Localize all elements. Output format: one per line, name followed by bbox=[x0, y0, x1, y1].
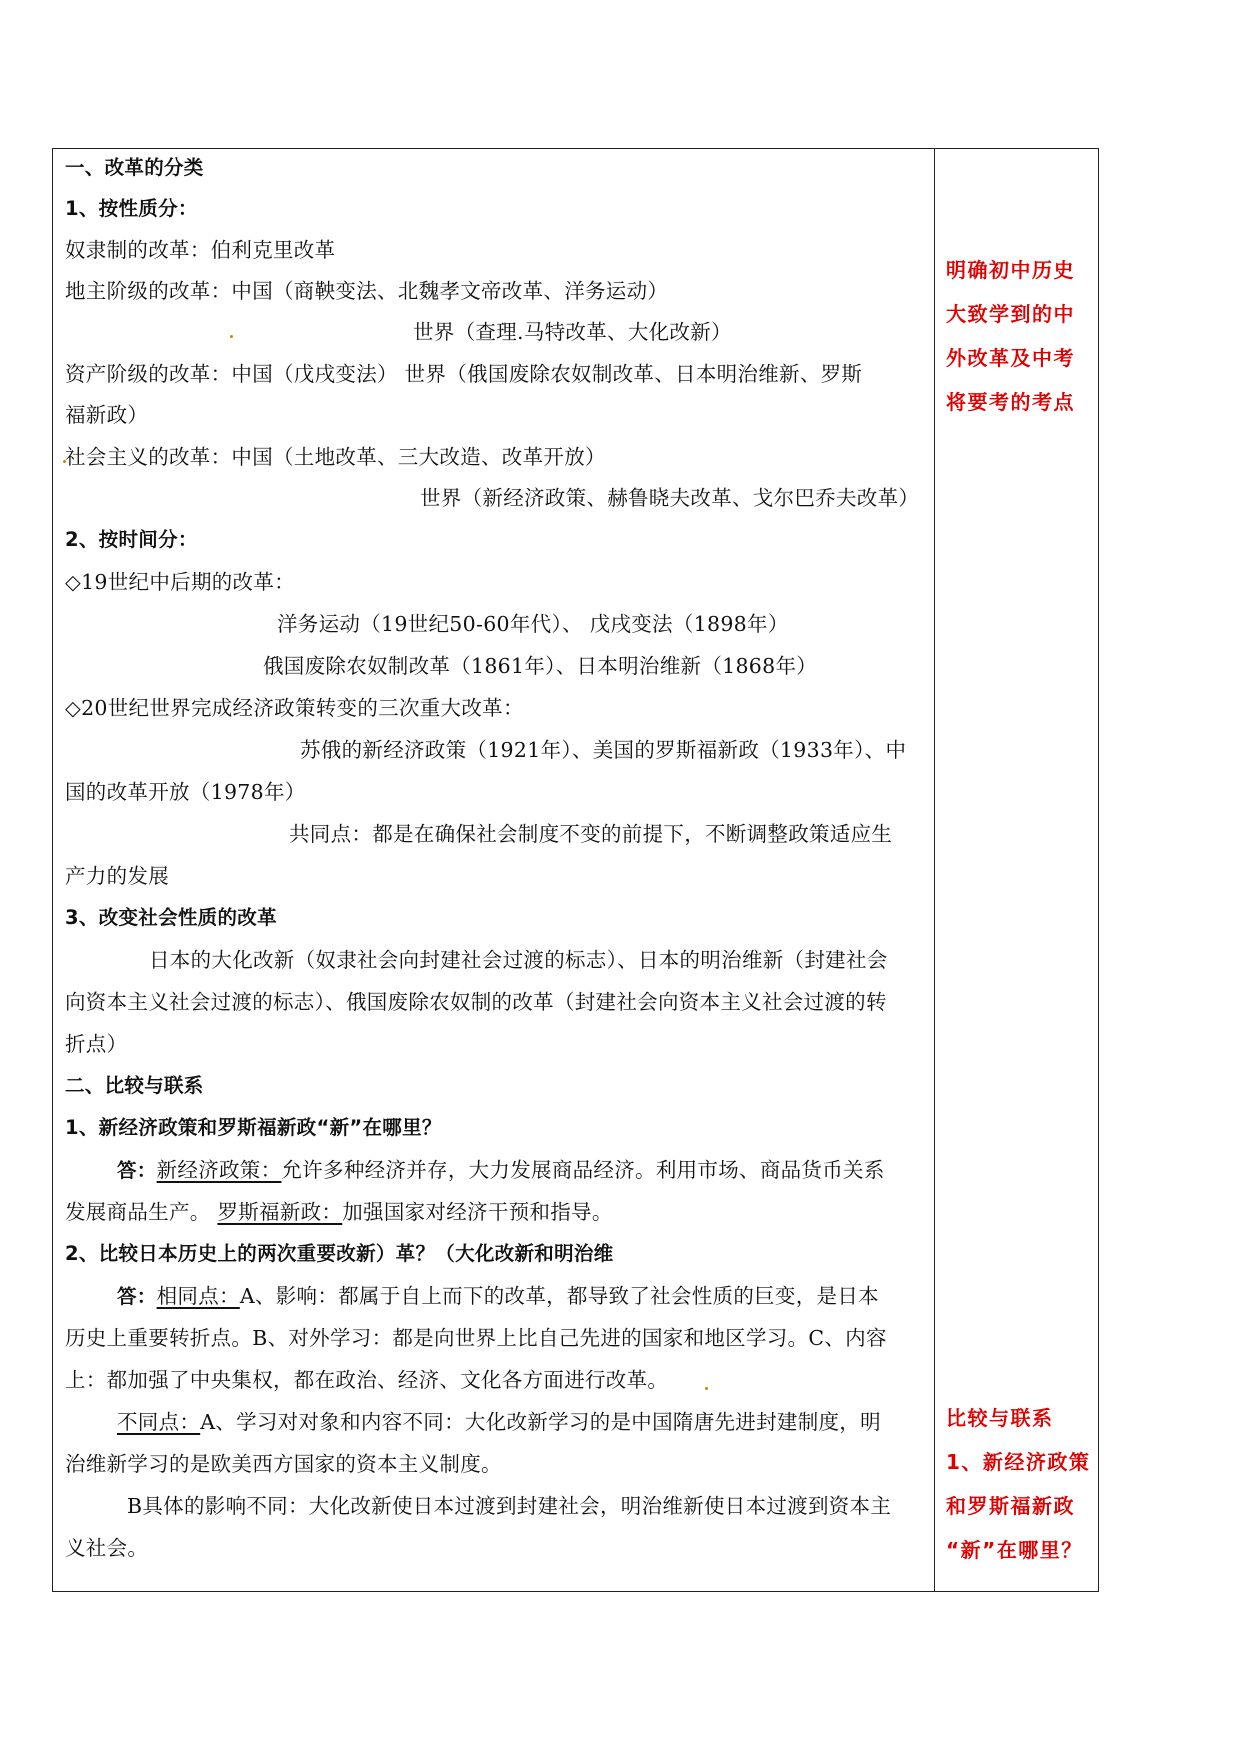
side-note1-line2: 大致学到的中 bbox=[946, 302, 1075, 326]
answer1-line1 bbox=[117, 1155, 885, 1186]
c19-line2: 俄国废除农奴制改革（1861年）、日本明治维新（1868年） bbox=[263, 654, 818, 678]
nature-line3: 折点） bbox=[65, 1032, 128, 1056]
landlord-reform-china: 地主阶级的改革：中国（商鞅变法、北魏孝文帝改革、洋务运动） bbox=[65, 279, 669, 303]
c20-line1: 苏俄的新经济政策（1921年）、美国的罗斯福新政（1933年）、中 bbox=[300, 738, 907, 762]
side-note2-line1: 比较与联系 bbox=[946, 1406, 1054, 1430]
side-note1-line4: 将要考的考点 bbox=[946, 390, 1075, 414]
common-point-line2: 产力的发展 bbox=[65, 864, 169, 888]
side-note2-line2: 1、新经济政策 bbox=[946, 1450, 1091, 1474]
c19-line1: 洋务运动（19世纪50-60年代）、 戊戌变法（1898年） bbox=[277, 612, 789, 636]
c19-title: ◇19世纪中后期的改革： bbox=[65, 570, 295, 594]
answer2-line2: 历史上重要转折点。B、对外学习：都是向世界上比自己先进的国家和地区学习。C、内容 bbox=[65, 1326, 887, 1350]
side-note1-line3: 外改革及中考 bbox=[946, 346, 1075, 370]
answer2-line1 bbox=[117, 1281, 879, 1312]
answer2-line7: 义社会。 bbox=[65, 1536, 149, 1560]
bourgeois-reform-line2: 福新政） bbox=[65, 403, 149, 427]
socialist-reform-world: 世界（新经济政策、赫鲁晓夫改革、戈尔巴乔夫改革） bbox=[420, 486, 920, 510]
side-note2-line4: “新”在哪里？ bbox=[946, 1538, 1083, 1562]
answer1-line2 bbox=[65, 1197, 613, 1227]
bourgeois-reform-line1: 资产阶级的改革：中国（戊戌变法） 世界（俄国废除农奴制改革、日本明治维新、罗斯 bbox=[65, 362, 863, 386]
common-point-line1: 共同点：都是在确保社会制度不变的前提下，不断调整政策适应生 bbox=[289, 822, 893, 846]
answer2-label: 答： bbox=[117, 1285, 157, 1308]
nature-line1: 日本的大化改新（奴隶社会向封建社会过渡的标志）、日本的明治维新（封建社会 bbox=[149, 948, 888, 972]
sub1-heading: 1、按性质分： bbox=[65, 197, 198, 220]
stray-dot bbox=[230, 335, 233, 338]
landlord-reform-world: 世界（查理.马特改革、大化改新） bbox=[413, 320, 732, 344]
diff-points-label: 不同点： bbox=[117, 1410, 201, 1434]
question1: 1、新经济政策和罗斯福新政“新”在哪里？ bbox=[65, 1116, 442, 1139]
sub3-heading: 3、改变社会性质的改革 bbox=[65, 906, 277, 929]
side-note1-line1: 明确初中历史 bbox=[946, 258, 1075, 282]
answer2-line6: B具体的影响不同：大化改新使日本过渡到封建社会，明治维新使日本过渡到资本主 bbox=[127, 1494, 892, 1518]
column-divider bbox=[934, 149, 935, 1591]
answer2-text4: A、学习对对象和内容不同：大化改新学习的是中国隋唐先进封建制度，明 bbox=[200, 1410, 881, 1434]
socialist-reform-china: 社会主义的改革：中国（土地改革、三大改造、改革开放） bbox=[65, 445, 606, 469]
answer1-text2b: 加强国家对经济干预和指导。 bbox=[342, 1200, 613, 1224]
same-points-label: 相同点： bbox=[156, 1284, 240, 1308]
section2-heading: 二、比较与联系 bbox=[65, 1074, 204, 1097]
question2: 2、比较日本历史上的两次重要改新）革？（大化改新和明治维 bbox=[65, 1242, 614, 1265]
c20-title: ◇20世纪世界完成经济政策转变的三次重大改革： bbox=[65, 696, 524, 720]
nature-line2: 向资本主义社会过渡的标志）、俄国废除农奴制的改革（封建社会向资本主义社会过渡的转 bbox=[65, 990, 887, 1014]
sub2-heading: 2、按时间分： bbox=[65, 528, 198, 551]
slave-reform: 奴隶制的改革：伯利克里改革 bbox=[65, 238, 336, 262]
answer2-line4 bbox=[117, 1407, 881, 1437]
nep-label: 新经济政策： bbox=[156, 1158, 282, 1182]
answer1-label: 答： bbox=[117, 1159, 157, 1182]
answer2-text1: A、影响：都属于自上而下的改革，都导致了社会性质的巨变，是日本 bbox=[239, 1284, 879, 1308]
side-note2-line3: 和罗斯福新政 bbox=[946, 1494, 1075, 1518]
new-deal-label: 罗斯福新政： bbox=[217, 1200, 343, 1224]
answer2-line5: 治维新学习的是欧美西方国家的资本主义制度。 bbox=[65, 1452, 502, 1476]
stray-dot bbox=[705, 1387, 708, 1390]
answer1-text2a: 发展商品生产。 bbox=[65, 1200, 211, 1224]
answer2-line3: 上：都加强了中央集权，都在政治、经济、文化各方面进行改革。 bbox=[65, 1368, 669, 1392]
c20-line2: 国的改革开放（1978年） bbox=[65, 780, 306, 804]
content-table bbox=[52, 148, 1099, 1592]
section1-heading: 一、改革的分类 bbox=[65, 156, 204, 179]
answer1-text1: 允许多种经济并存，大力发展商品经济。利用市场、商品货币关系 bbox=[281, 1158, 885, 1182]
